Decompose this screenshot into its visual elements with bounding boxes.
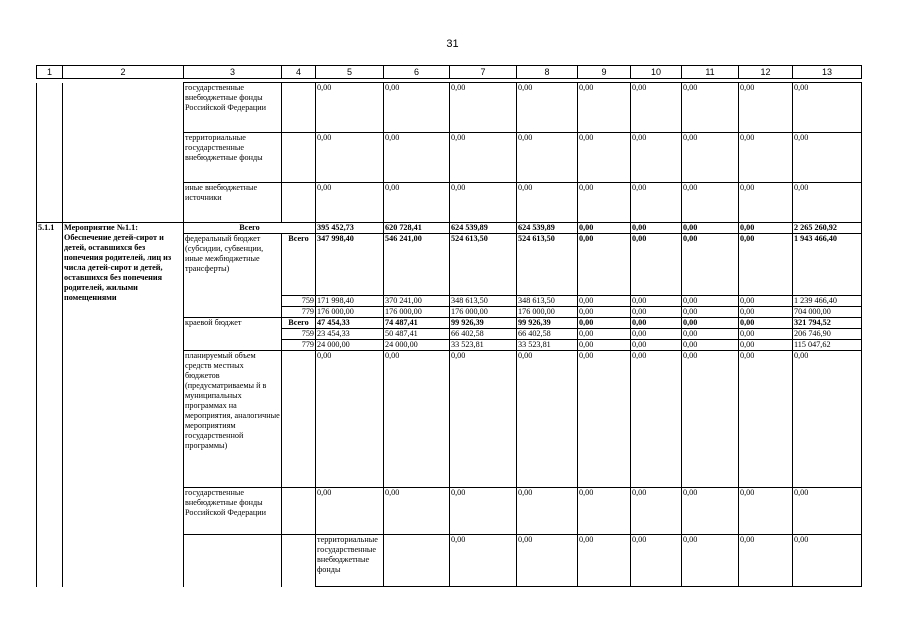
- value-cell: 0,00: [316, 83, 384, 133]
- header-cell: 10: [631, 66, 682, 79]
- page-number: 31: [446, 38, 459, 50]
- value-cell: 347 998,40: [316, 234, 384, 296]
- value-cell: 206 746,90: [793, 329, 862, 340]
- value-cell: 176 000,00: [517, 307, 578, 318]
- value-cell: 0,00: [450, 351, 517, 488]
- value-cell: 0,00: [316, 351, 384, 488]
- value-cell: 1 239 466,40: [793, 296, 862, 307]
- funding-source: иные внебюджетные источники: [184, 183, 282, 223]
- value-cell: 0,00: [682, 488, 739, 535]
- table-row: [37, 133, 862, 183]
- value-cell: 0,00: [631, 340, 682, 351]
- value-cell: 0,00: [682, 183, 739, 223]
- value-cell: 0,00: [739, 133, 793, 183]
- value-cell: 0,00: [517, 535, 578, 587]
- value-cell: 0,00: [517, 183, 578, 223]
- value-cell: 0,00: [578, 329, 631, 340]
- value-cell: 0,00: [682, 296, 739, 307]
- value-cell: 0,00: [450, 133, 517, 183]
- value-cell: 0,00: [793, 351, 862, 488]
- value-cell: 0,00: [578, 133, 631, 183]
- value-cell: 0,00: [739, 296, 793, 307]
- value-cell: 0,00: [316, 183, 384, 223]
- code-cell: 779: [282, 340, 316, 351]
- value-cell: 321 794,52: [793, 318, 862, 329]
- value-cell: 0,00: [682, 351, 739, 488]
- value-cell: 0,00: [793, 488, 862, 535]
- code-cell: 759: [282, 329, 316, 340]
- value-cell: 0,00: [578, 340, 631, 351]
- value-cell: 0,00: [631, 329, 682, 340]
- value-cell: 0,00: [578, 535, 631, 587]
- table-row: [37, 183, 862, 223]
- value-cell: 0,00: [384, 183, 450, 223]
- value-cell: 395 452,73: [316, 223, 384, 234]
- table-row: [37, 83, 862, 133]
- value-cell: 0,00: [631, 351, 682, 488]
- column-number-header: [36, 65, 862, 79]
- value-cell: 0,00: [739, 318, 793, 329]
- code-cell: Всего: [282, 234, 316, 296]
- value-cell: 0,00: [682, 340, 739, 351]
- funding-source: территориальные государственные внебюджетные фонды: [316, 535, 384, 587]
- value-cell: 0,00: [631, 183, 682, 223]
- value-cell: 0,00: [517, 351, 578, 488]
- value-cell: 74 487,41: [384, 318, 450, 329]
- value-cell: 0,00: [578, 83, 631, 133]
- value-cell: 99 926,39: [450, 318, 517, 329]
- value-cell: 0,00: [450, 183, 517, 223]
- value-cell: 0,00: [450, 488, 517, 535]
- value-cell: 0,00: [682, 83, 739, 133]
- value-cell: 0,00: [739, 83, 793, 133]
- value-cell: 33 523,81: [450, 340, 517, 351]
- value-cell: 176 000,00: [450, 307, 517, 318]
- value-cell: 0,00: [682, 234, 739, 296]
- table-row-total: [37, 223, 862, 234]
- value-cell: 0,00: [739, 307, 793, 318]
- value-cell: 0,00: [793, 83, 862, 133]
- header-cell: 5: [316, 66, 384, 79]
- header-cell: 8: [517, 66, 578, 79]
- value-cell: 66 402,58: [517, 329, 578, 340]
- value-cell: 0,00: [578, 351, 631, 488]
- value-cell: 0,00: [631, 307, 682, 318]
- value-cell: 0,00: [793, 535, 862, 587]
- funding-source: планируемый объем средств местных бюджетов (предусматриваемы й в муниципальных программах на мероприятия, аналогичные мероприятиям государственной программы): [184, 351, 282, 488]
- value-cell: 0,00: [450, 83, 517, 133]
- value-cell: 0,00: [384, 351, 450, 488]
- value-cell: 0,00: [739, 183, 793, 223]
- value-cell: 0,00: [316, 133, 384, 183]
- header-cell: 12: [739, 66, 793, 79]
- funding-source: государственные внебюджетные фонды Российской Федерации: [184, 488, 282, 535]
- value-cell: 524 613,50: [450, 234, 517, 296]
- value-cell: 0,00: [739, 535, 793, 587]
- header-cell: 6: [384, 66, 450, 79]
- financing-table: [36, 82, 862, 587]
- value-cell: 0,00: [682, 223, 739, 234]
- value-cell: 0,00: [631, 488, 682, 535]
- value-cell: 33 523,81: [517, 340, 578, 351]
- header-cell: 11: [682, 66, 739, 79]
- value-cell: 171 998,40: [316, 296, 384, 307]
- value-cell: 0,00: [578, 234, 631, 296]
- funding-source: краевой бюджет: [184, 318, 282, 351]
- code-cell: 779: [282, 307, 316, 318]
- value-cell: 0,00: [578, 488, 631, 535]
- value-cell: 0,00: [631, 234, 682, 296]
- value-cell: 0,00: [793, 183, 862, 223]
- measure-title: Мероприятие №1.1: Обеспечение детей-сирот и детей, оставшихся без попечения родителей, лиц из числа детей-сирот и детей, оставшихся без попечения родителей, жилыми помещениями: [63, 223, 184, 587]
- value-cell: 176 000,00: [316, 307, 384, 318]
- value-cell: 0,00: [682, 133, 739, 183]
- item-number: 5.1.1: [37, 223, 63, 587]
- value-cell: 0,00: [384, 83, 450, 133]
- funding-source: государственные внебюджетные фонды Российской Федерации: [184, 83, 282, 133]
- value-cell: 0,00: [578, 296, 631, 307]
- value-cell: 99 926,39: [517, 318, 578, 329]
- value-cell: 0,00: [739, 234, 793, 296]
- value-cell: 0,00: [384, 488, 450, 535]
- code-cell: 759: [282, 296, 316, 307]
- value-cell: 0,00: [739, 223, 793, 234]
- value-cell: 0,00: [517, 488, 578, 535]
- value-cell: 0,00: [631, 296, 682, 307]
- value-cell: 0,00: [739, 340, 793, 351]
- value-cell: 0,00: [631, 318, 682, 329]
- value-cell: 370 241,00: [384, 296, 450, 307]
- value-cell: 1 943 466,40: [793, 234, 862, 296]
- value-cell: 0,00: [384, 133, 450, 183]
- header-cell: 3: [184, 66, 282, 79]
- value-cell: 66 402,58: [450, 329, 517, 340]
- value-cell: 50 487,41: [384, 329, 450, 340]
- value-cell: 0,00: [450, 535, 517, 587]
- value-cell: 24 000,00: [316, 340, 384, 351]
- value-cell: 0,00: [682, 329, 739, 340]
- value-cell: 524 613,50: [517, 234, 578, 296]
- value-cell: 176 000,00: [384, 307, 450, 318]
- header-cell: 9: [578, 66, 631, 79]
- value-cell: 0,00: [316, 488, 384, 535]
- value-cell: 0,00: [682, 307, 739, 318]
- value-cell: 624 539,89: [517, 223, 578, 234]
- value-cell: 23 454,33: [316, 329, 384, 340]
- value-cell: 0,00: [631, 223, 682, 234]
- value-cell: 348 613,50: [517, 296, 578, 307]
- value-cell: 546 241,00: [384, 234, 450, 296]
- header-cell: 2: [63, 66, 184, 79]
- value-cell: 0,00: [578, 183, 631, 223]
- value-cell: 115 047,62: [793, 340, 862, 351]
- value-cell: 0,00: [739, 351, 793, 488]
- value-cell: 0,00: [682, 535, 739, 587]
- code-cell: Всего: [282, 318, 316, 329]
- value-cell: 0,00: [739, 488, 793, 535]
- funding-source: Всего: [184, 223, 316, 234]
- funding-source: федеральный бюджет (субсидии, субвенции, иные межбюджетные трансферты): [184, 234, 282, 318]
- value-cell: 704 000,00: [793, 307, 862, 318]
- header-cell: 7: [450, 66, 517, 79]
- value-cell: 0,00: [517, 133, 578, 183]
- value-cell: 0,00: [578, 223, 631, 234]
- header-cell: 13: [793, 66, 862, 79]
- value-cell: 0,00: [578, 318, 631, 329]
- value-cell: 0,00: [739, 329, 793, 340]
- value-cell: 0,00: [631, 535, 682, 587]
- value-cell: 348 613,50: [450, 296, 517, 307]
- value-cell: 24 000,00: [384, 340, 450, 351]
- value-cell: 624 539,89: [450, 223, 517, 234]
- value-cell: 0,00: [517, 83, 578, 133]
- value-cell: 620 728,41: [384, 223, 450, 234]
- value-cell: 0,00: [578, 307, 631, 318]
- value-cell: 0,00: [631, 133, 682, 183]
- value-cell: 0,00: [682, 318, 739, 329]
- header-cell: 4: [282, 66, 316, 79]
- value-cell: 2 265 260,92: [793, 223, 862, 234]
- header-cell: 1: [37, 66, 63, 79]
- value-cell: 0,00: [631, 83, 682, 133]
- value-cell: 0,00: [793, 133, 862, 183]
- value-cell: 47 454,33: [316, 318, 384, 329]
- funding-source: территориальные государственные внебюджетные фонды: [184, 133, 282, 183]
